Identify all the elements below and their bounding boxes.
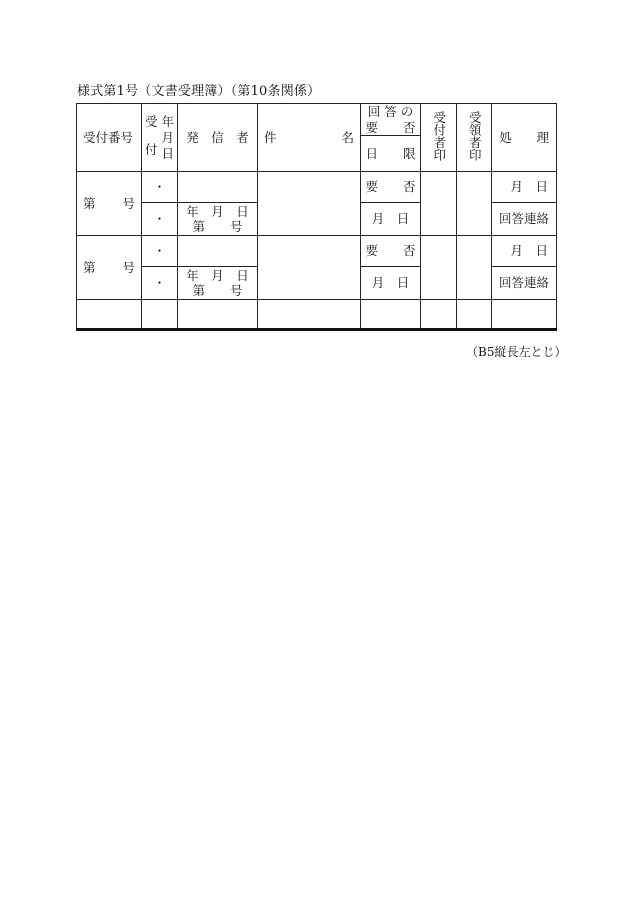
header-reception-date: 受 付 年 月 日: [142, 104, 178, 172]
table-row: [77, 300, 557, 330]
cell-reception-no: 第 号: [77, 172, 142, 236]
header-row-top: [77, 104, 557, 136]
cell-empty: [258, 300, 361, 330]
cell-empty: [492, 300, 557, 330]
page-title: 様式第1号（文書受理簿）（第10条関係）: [77, 84, 321, 99]
cell-empty: [142, 300, 178, 330]
cell-date-dot: ・: [142, 203, 178, 236]
cell-subject: [258, 172, 361, 236]
header-reception-no: 受付番号: [77, 104, 142, 172]
header-deadline: 日 限: [361, 136, 421, 172]
cell-empty: [421, 300, 457, 330]
header-receiver-seal: 受付者印: [421, 104, 457, 172]
header-processing: 処 理: [492, 104, 557, 172]
table-row: [77, 236, 557, 267]
reception-register-form: [76, 103, 556, 331]
cell-sender-date-no: 年 月 日 第 号: [178, 203, 258, 236]
cell-date-dot: ・: [142, 267, 178, 300]
register-table: [76, 103, 557, 331]
cell-empty: [457, 300, 492, 330]
table-row: [77, 172, 557, 203]
cell-reply-need: 要 否: [361, 236, 421, 267]
binding-note: （B5縦長左とじ）: [466, 345, 567, 359]
cell-reception-no: 第 号: [77, 236, 142, 300]
cell-deadline: 月 日: [361, 203, 421, 236]
cell-receiver-seal: [421, 236, 457, 300]
cell-empty: [361, 300, 421, 330]
cell-recipient-seal: [457, 172, 492, 236]
cell-processing-date: 月 日: [492, 236, 557, 267]
cell-recipient-seal: [457, 236, 492, 300]
cell-empty: [178, 300, 258, 330]
header-recipient-seal: 受領者印: [457, 104, 492, 172]
cell-date-dot: ・: [142, 172, 178, 203]
cell-receiver-seal: [421, 172, 457, 236]
cell-processing-contact: 回答連絡: [492, 267, 557, 300]
cell-sender-date-no: 年 月 日 第 号: [178, 267, 258, 300]
cell-sender: [178, 172, 258, 203]
cell-empty: [77, 300, 142, 330]
header-sender: 発 信 者: [178, 104, 258, 172]
header-reply-need: 回 答 の 要 否: [361, 104, 421, 136]
header-subject: 件 名: [258, 104, 361, 172]
cell-subject: [258, 236, 361, 300]
cell-reply-need: 要 否: [361, 172, 421, 203]
cell-sender: [178, 236, 258, 267]
cell-date-dot: ・: [142, 236, 178, 267]
cell-deadline: 月 日: [361, 267, 421, 300]
cell-processing-contact: 回答連絡: [492, 203, 557, 236]
cell-processing-date: 月 日: [492, 172, 557, 203]
